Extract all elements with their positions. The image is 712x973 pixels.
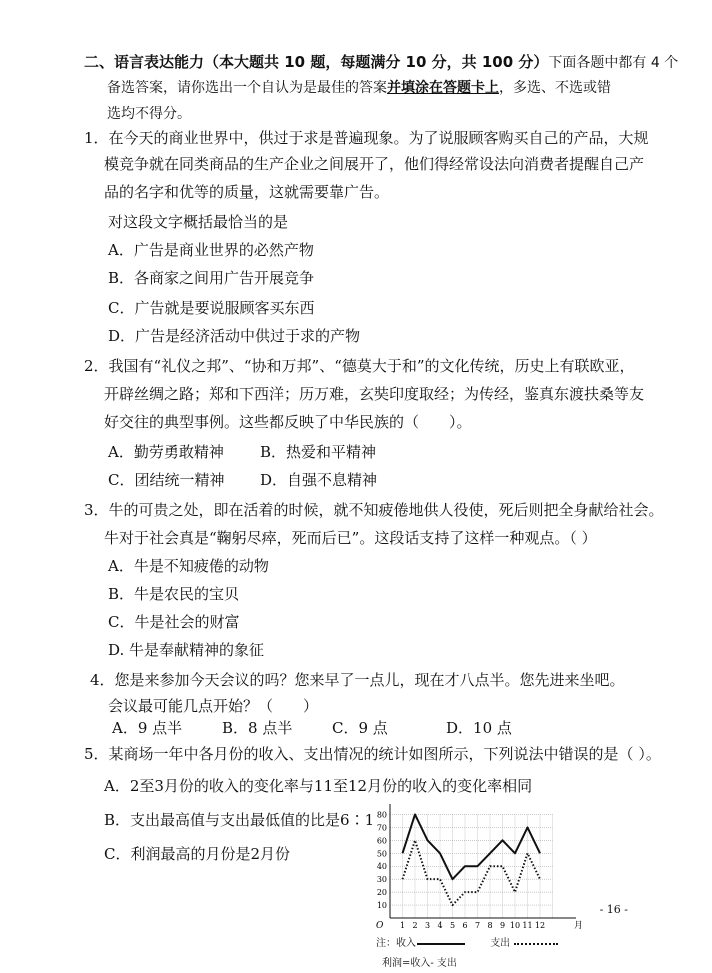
page-number: - 16 - [599, 903, 628, 916]
chart-legend [376, 934, 558, 949]
chart-series [403, 814, 541, 905]
x-tick-label: 12 [534, 921, 546, 930]
q3-option-c[interactable]: C．牛是社会的财富 [108, 613, 240, 631]
q2-line: 2．我国有“礼仪之邦”、“协和万邦”、“德莫大于和”的文化传统，历史上有联欧亚， [84, 357, 635, 375]
q3-option-b[interactable]: B．牛是农民的宝贝 [108, 585, 240, 603]
q1-option-d[interactable]: D．广告是经济活动中供过于求的产物 [108, 327, 361, 345]
y-tick-label: 50 [376, 849, 387, 859]
x-tick-label: 10 [509, 921, 521, 930]
x-tick-label: 3 [424, 921, 431, 930]
q4-line: 会议最可能几点开始？（ ） [108, 697, 319, 715]
x-axis-label: 月 [574, 921, 584, 931]
q1-option-b[interactable]: B．各商家之间用广告开展竞争 [108, 269, 315, 287]
origin-label: O [376, 921, 384, 931]
y-tick-label: 80 [376, 810, 387, 820]
q4-option-d[interactable]: D．10 点 [446, 719, 512, 737]
x-tick-label: 8 [487, 921, 493, 930]
y-tick-label: 20 [376, 888, 387, 898]
q4-option-c[interactable]: C．9 点 [332, 719, 388, 737]
x-tick-label: 7 [474, 921, 481, 930]
series-income-line [403, 814, 541, 879]
instruction-emphasis: 并填涂在答题卡上 [387, 80, 499, 96]
legend-income-label: 注：收入 [376, 938, 416, 949]
q5-option-b[interactable]: B．支出最高值与支出最低值的比是6∶1 [104, 811, 375, 829]
x-tick-label: 6 [462, 921, 468, 930]
q1-option-a[interactable]: A．广告是商业世界的必然产物 [108, 241, 314, 259]
q4-option-a[interactable]: A．9 点半 [112, 719, 183, 737]
q1-line: 品的名字和优等的质量，这就需要靠广告。 [104, 183, 390, 201]
q2-option-b[interactable]: B．热爱和平精神 [260, 443, 377, 461]
income-expense-chart [360, 800, 590, 940]
chart-ticks [376, 810, 583, 931]
q2-line: 好交往的典型事例。这些都反映了中华民族的（ ）。 [104, 413, 472, 431]
section-instruction-line3: 选均不得分。 [107, 106, 191, 122]
legend-income-swatch [417, 943, 465, 945]
section-title-main: 二、语言表达能力（本大题共 10 题，每题满分 10 分，共 100 分） [84, 53, 549, 71]
section-heading [84, 52, 678, 73]
q1-option-c[interactable]: C．广告就是要说服顾客买东西 [108, 299, 315, 317]
x-tick-label: 11 [522, 921, 533, 930]
y-tick-label: 10 [376, 901, 387, 911]
section-title-rest: 下面各题中都有 4 个 [548, 55, 679, 71]
instruction-text-post: ，多选、不选或错 [499, 80, 611, 96]
q2-option-c[interactable]: C．团结统一精神 [108, 471, 225, 489]
legend-expense-label: 支出 [490, 938, 511, 949]
section-instruction-line2 [107, 78, 611, 98]
q2-option-a[interactable]: A．勤劳勇敢精神 [108, 443, 224, 461]
q4-line: 4．您是来参加今天会议的吗？您来早了一点儿，现在才八点半。您先进来坐吧。 [90, 671, 625, 689]
x-tick-label: 4 [437, 921, 443, 930]
y-tick-label: 30 [376, 875, 387, 885]
legend-expense-swatch [514, 943, 558, 945]
x-tick-label: 5 [449, 921, 456, 930]
series-expense-line [403, 840, 541, 905]
q5-option-a[interactable]: A．2至3月份的收入的变化率与11至12月份的收入的变化率相同 [104, 777, 533, 795]
y-tick-label: 70 [376, 823, 387, 833]
y-tick-label: 60 [376, 836, 387, 846]
q1-prompt: 对这段文字概括最恰当的是 [108, 213, 289, 231]
instruction-text: 备选答案，请你选出一个自认为是最佳的答案 [107, 80, 387, 96]
q2-line: 开辟丝绸之路；郑和下西洋；历万难，玄奘印度取经；为传经，鉴真东渡扶桑等友 [104, 385, 645, 403]
q5-option-c[interactable]: C．利润最高的月份是2月份 [104, 845, 291, 863]
q3-option-d[interactable]: D. 牛是奉献精神的象征 [108, 641, 265, 659]
q3-option-a[interactable]: A．牛是不知疲倦的动物 [108, 557, 269, 575]
q1-line: 1．在今天的商业世界中，供过于求是普遍现象。为了说服顾客购买自己的产品，大规 [84, 129, 649, 147]
q3-line: 3．牛的可贵之处，即在活着的时候，就不知疲倦地供人役使，死后则把全身献给社会。 [84, 501, 664, 519]
chart-note: 利润=收入- 支出 [382, 958, 457, 969]
q3-line: 牛对于社会真是“鞠躬尽瘁，死而后已”。这段话支持了这样一种观点。（ ） [104, 529, 597, 547]
x-tick-label: 2 [412, 921, 418, 930]
q4-option-b[interactable]: B．8 点半 [222, 719, 293, 737]
x-tick-label: 9 [499, 921, 506, 930]
q2-option-d[interactable]: D．自强不息精神 [260, 471, 378, 489]
q1-line: 模竞争就在同类商品的生产企业之间展开了，他们得经常设法向消费者提醒自己产 [104, 155, 645, 173]
y-tick-label: 40 [376, 862, 387, 872]
x-tick-label: 1 [399, 921, 406, 930]
q5-line: 5．某商场一年中各月份的收入、支出情况的统计如图所示，下列说法中错误的是（ ）。 [84, 745, 661, 763]
